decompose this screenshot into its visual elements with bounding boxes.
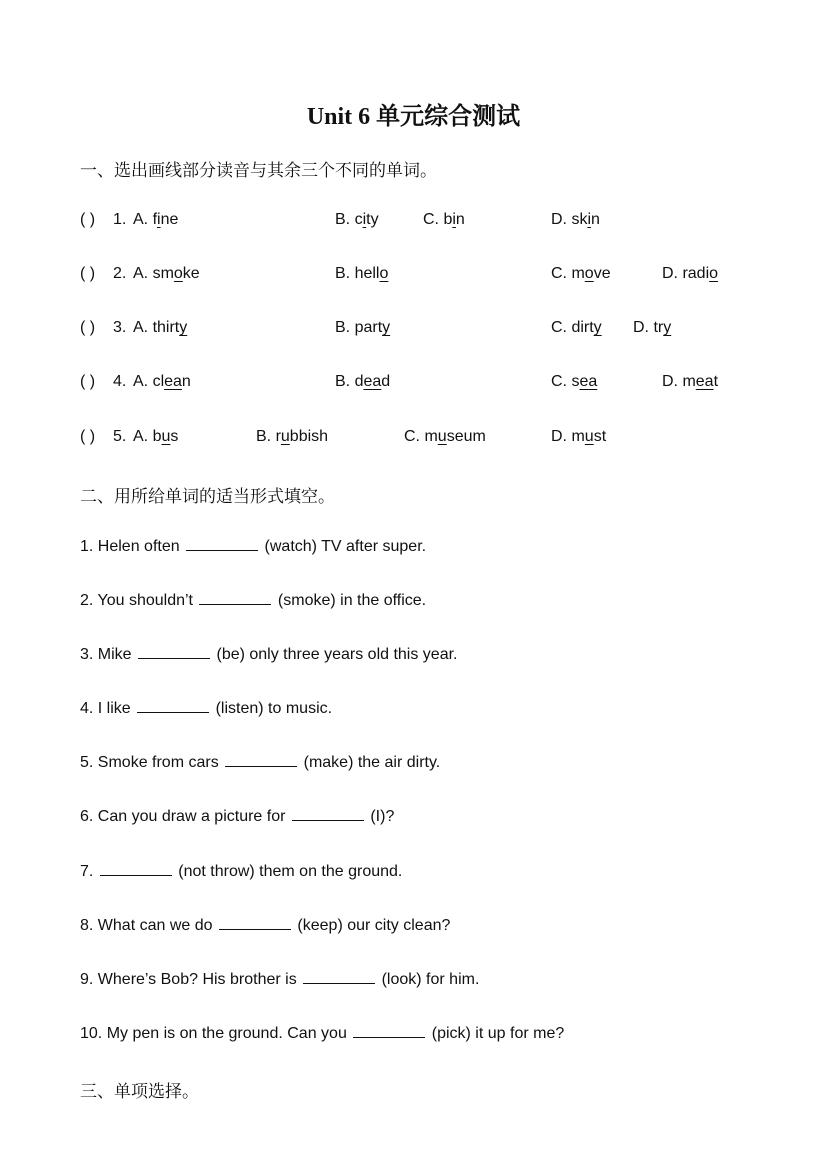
question-number: 4. (113, 373, 127, 390)
option-a: A. smoke (133, 265, 200, 282)
option-d: D. meat (662, 373, 719, 390)
option-c: C. move (551, 265, 611, 282)
option-c: C. bin (423, 211, 465, 228)
question-number: 1. (113, 211, 127, 228)
section-2-heading: 二、用所给单词的适当形式填空。 (80, 487, 335, 506)
answer-blank[interactable] (138, 644, 210, 659)
option-a: A. thirty (133, 319, 188, 336)
answer-paren: ( ) (80, 265, 96, 282)
fill-item: 3. Mike (be) only three years old this year. (80, 646, 458, 663)
option-d: D. skin (551, 211, 600, 228)
fill-item: 2. You shouldn’t (smoke) in the office. (80, 592, 427, 609)
answer-paren: ( ) (80, 211, 96, 228)
answer-blank[interactable] (219, 915, 291, 930)
option-b: B. party (335, 319, 391, 336)
option-c: C. museum (404, 428, 486, 445)
question-number: 3. (113, 319, 127, 336)
answer-blank[interactable] (292, 806, 364, 821)
answer-blank[interactable] (353, 1023, 425, 1038)
fill-item: 5. Smoke from cars (make) the air dirty. (80, 754, 441, 771)
option-b: B. dead (335, 373, 391, 390)
section-3-heading: 三、单项选择。 (80, 1082, 199, 1101)
answer-blank[interactable] (225, 752, 297, 767)
answer-blank[interactable] (100, 861, 172, 876)
option-d: D. must (551, 428, 607, 445)
fill-item: 8. What can we do (keep) our city clean? (80, 917, 451, 934)
option-b: B. city (335, 211, 379, 228)
question-number: 5. (113, 428, 127, 445)
option-d: D. radio (662, 265, 719, 282)
page-title: Unit 6 单元综合测试 (306, 104, 521, 130)
fill-item: 1. Helen often (watch) TV after super. (80, 538, 427, 555)
option-c: C. sea (551, 373, 598, 390)
answer-paren: ( ) (80, 373, 96, 390)
fill-item: 7. (not throw) them on the ground. (80, 863, 403, 880)
fill-item: 10. My pen is on the ground. Can you (pick) it up for me? (80, 1025, 565, 1042)
fill-item: 9. Where’s Bob? His brother is (look) for him. (80, 971, 480, 988)
question-number: 2. (113, 265, 127, 282)
option-d: D. try (633, 319, 672, 336)
answer-blank[interactable] (186, 536, 258, 551)
answer-paren: ( ) (80, 428, 96, 445)
answer-paren: ( ) (80, 319, 96, 336)
option-a: A. bus (133, 428, 179, 445)
answer-blank[interactable] (137, 698, 209, 713)
section-1-heading: 一、选出画线部分读音与其余三个不同的单词。 (80, 161, 437, 180)
option-a: A. clean (133, 373, 191, 390)
option-c: C. dirty (551, 319, 602, 336)
fill-item: 4. I like (listen) to music. (80, 700, 333, 717)
option-a: A. fine (133, 211, 179, 228)
option-b: B. hello (335, 265, 389, 282)
answer-blank[interactable] (303, 969, 375, 984)
option-b: B. rubbish (256, 428, 329, 445)
fill-item: 6. Can you draw a picture for (I)? (80, 808, 395, 825)
answer-blank[interactable] (199, 590, 271, 605)
